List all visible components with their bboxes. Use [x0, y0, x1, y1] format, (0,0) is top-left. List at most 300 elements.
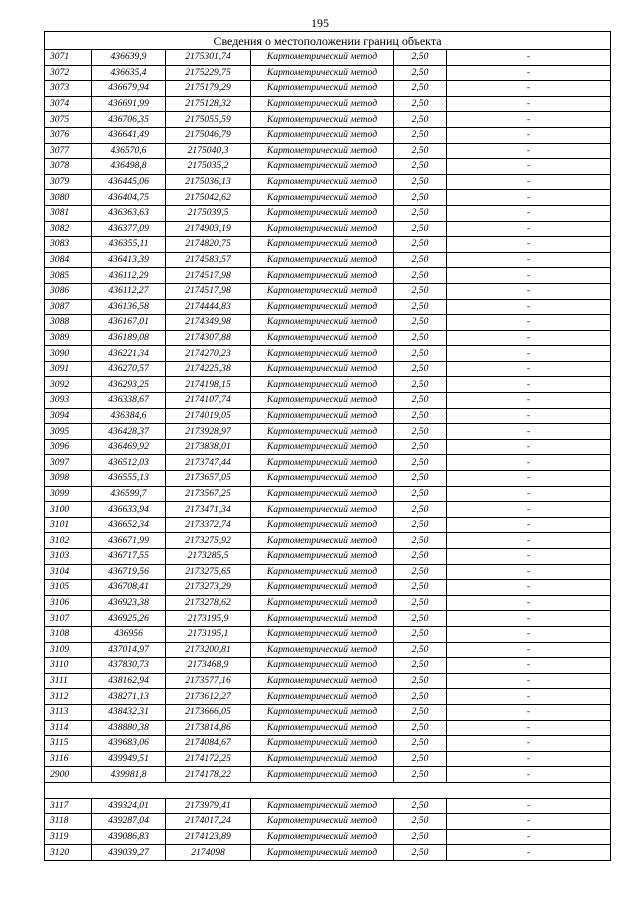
point-number-cell: 3112: [45, 689, 92, 705]
description-cell: -: [447, 65, 611, 81]
accuracy-cell: 2,50: [394, 673, 447, 689]
x-coordinate-cell: 436641,49: [92, 127, 166, 143]
x-coordinate-cell: 436338,67: [92, 393, 166, 409]
accuracy-cell: 2,50: [394, 751, 447, 767]
x-coordinate-cell: 436633,94: [92, 502, 166, 518]
y-coordinate-cell: 2174583,57: [166, 252, 251, 268]
description-cell: -: [447, 502, 611, 518]
accuracy-cell: 2,50: [394, 424, 447, 440]
y-coordinate-cell: 2174517,98: [166, 268, 251, 284]
table-row: [45, 564, 611, 580]
table-row: [45, 642, 611, 658]
description-cell: -: [447, 174, 611, 190]
y-coordinate-cell: 2173657,05: [166, 471, 251, 487]
method-cell: Картометрический метод: [251, 814, 394, 830]
x-coordinate-cell: 436404,75: [92, 190, 166, 206]
point-number-cell: 3085: [45, 268, 92, 284]
y-coordinate-cell: 2173612,27: [166, 689, 251, 705]
table-row: [45, 127, 611, 143]
description-cell: -: [447, 283, 611, 299]
point-number-cell: 3116: [45, 751, 92, 767]
method-cell: Картометрический метод: [251, 658, 394, 674]
description-cell: -: [447, 736, 611, 752]
y-coordinate-cell: 2173567,25: [166, 486, 251, 502]
method-cell: Картометрический метод: [251, 190, 394, 206]
x-coordinate-cell: 436555,13: [92, 471, 166, 487]
y-coordinate-cell: 2174517,98: [166, 283, 251, 299]
accuracy-cell: 2,50: [394, 517, 447, 533]
x-coordinate-cell: 436652,34: [92, 517, 166, 533]
accuracy-cell: 2,50: [394, 65, 447, 81]
y-coordinate-cell: 2174198,15: [166, 377, 251, 393]
point-number-cell: 3083: [45, 237, 92, 253]
point-number-cell: 3100: [45, 502, 92, 518]
accuracy-cell: 2,50: [394, 299, 447, 315]
y-coordinate-cell: 2174098: [166, 845, 251, 861]
y-coordinate-cell: 2173285,5: [166, 549, 251, 565]
description-cell: -: [447, 611, 611, 627]
table-row: [45, 767, 611, 783]
accuracy-cell: 2,50: [394, 50, 447, 66]
table-title-row: [45, 32, 611, 50]
y-coordinate-cell: 2175301,74: [166, 50, 251, 66]
description-cell: -: [447, 393, 611, 409]
table-row: [45, 533, 611, 549]
accuracy-cell: 2,50: [394, 704, 447, 720]
point-number-cell: 3087: [45, 299, 92, 315]
accuracy-cell: 2,50: [394, 315, 447, 331]
table-row: [45, 330, 611, 346]
method-cell: Картометрический метод: [251, 549, 394, 565]
method-cell: Картометрический метод: [251, 252, 394, 268]
accuracy-cell: 2,50: [394, 377, 447, 393]
spacer-cell: [45, 782, 611, 798]
description-cell: -: [447, 205, 611, 221]
y-coordinate-cell: 2173278,62: [166, 595, 251, 611]
x-coordinate-cell: 439683,06: [92, 736, 166, 752]
description-cell: -: [447, 221, 611, 237]
x-coordinate-cell: 436469,92: [92, 439, 166, 455]
method-cell: Картометрический метод: [251, 408, 394, 424]
y-coordinate-cell: 2173747,44: [166, 455, 251, 471]
accuracy-cell: 2,50: [394, 564, 447, 580]
table-row: [45, 268, 611, 284]
description-cell: -: [447, 143, 611, 159]
y-coordinate-cell: 2173273,29: [166, 580, 251, 596]
description-cell: -: [447, 517, 611, 533]
x-coordinate-cell: 439287,04: [92, 814, 166, 830]
x-coordinate-cell: 436221,34: [92, 346, 166, 362]
method-cell: Картометрический метод: [251, 127, 394, 143]
description-cell: -: [447, 268, 611, 284]
accuracy-cell: 2,50: [394, 283, 447, 299]
table-row: [45, 174, 611, 190]
table-row: [45, 471, 611, 487]
description-cell: -: [447, 330, 611, 346]
description-cell: -: [447, 50, 611, 66]
point-number-cell: 3074: [45, 96, 92, 112]
method-cell: Картометрический метод: [251, 377, 394, 393]
x-coordinate-cell: 436363,63: [92, 205, 166, 221]
method-cell: Картометрический метод: [251, 424, 394, 440]
table-row: [45, 377, 611, 393]
x-coordinate-cell: 436498,8: [92, 159, 166, 175]
accuracy-cell: 2,50: [394, 112, 447, 128]
x-coordinate-cell: 436355,11: [92, 237, 166, 253]
table-row: [45, 283, 611, 299]
method-cell: Картометрический метод: [251, 299, 394, 315]
point-number-cell: 3120: [45, 845, 92, 861]
x-coordinate-cell: 436925,26: [92, 611, 166, 627]
y-coordinate-cell: 2174019,05: [166, 408, 251, 424]
point-number-cell: 3107: [45, 611, 92, 627]
description-cell: -: [447, 689, 611, 705]
accuracy-cell: 2,50: [394, 268, 447, 284]
description-cell: -: [447, 471, 611, 487]
table-row: [45, 252, 611, 268]
description-cell: -: [447, 346, 611, 362]
x-coordinate-cell: 437830,73: [92, 658, 166, 674]
point-number-cell: 3119: [45, 829, 92, 845]
x-coordinate-cell: 439039,27: [92, 845, 166, 861]
point-number-cell: 3090: [45, 346, 92, 362]
method-cell: Картометрический метод: [251, 96, 394, 112]
method-cell: Картометрический метод: [251, 159, 394, 175]
method-cell: Картометрический метод: [251, 237, 394, 253]
description-cell: -: [447, 361, 611, 377]
y-coordinate-cell: 2173468,9: [166, 658, 251, 674]
table-row: [45, 626, 611, 642]
x-coordinate-cell: 436599,7: [92, 486, 166, 502]
table-row: [45, 205, 611, 221]
description-cell: -: [447, 486, 611, 502]
y-coordinate-cell: 2174084,67: [166, 736, 251, 752]
x-coordinate-cell: 436136,58: [92, 299, 166, 315]
method-cell: Картометрический метод: [251, 471, 394, 487]
point-number-cell: 3104: [45, 564, 92, 580]
table-row: [45, 798, 611, 814]
description-cell: -: [447, 798, 611, 814]
point-number-cell: 3088: [45, 315, 92, 331]
method-cell: Картометрический метод: [251, 315, 394, 331]
description-cell: -: [447, 829, 611, 845]
x-coordinate-cell: 436428,37: [92, 424, 166, 440]
point-number-cell: 3099: [45, 486, 92, 502]
method-cell: Картометрический метод: [251, 580, 394, 596]
y-coordinate-cell: 2174107,74: [166, 393, 251, 409]
y-coordinate-cell: 2174903,19: [166, 221, 251, 237]
description-cell: -: [447, 626, 611, 642]
description-cell: -: [447, 564, 611, 580]
method-cell: Картометрический метод: [251, 845, 394, 861]
point-number-cell: 3102: [45, 533, 92, 549]
table-row: [45, 81, 611, 97]
accuracy-cell: 2,50: [394, 96, 447, 112]
x-coordinate-cell: 436956: [92, 626, 166, 642]
accuracy-cell: 2,50: [394, 611, 447, 627]
point-number-cell: 3082: [45, 221, 92, 237]
table-row: [45, 439, 611, 455]
y-coordinate-cell: 2173372,74: [166, 517, 251, 533]
table-row: [45, 361, 611, 377]
point-number-cell: 3077: [45, 143, 92, 159]
method-cell: Картометрический метод: [251, 595, 394, 611]
method-cell: Картометрический метод: [251, 268, 394, 284]
x-coordinate-cell: 436112,29: [92, 268, 166, 284]
description-cell: -: [447, 673, 611, 689]
point-number-cell: 3095: [45, 424, 92, 440]
method-cell: Картометрический метод: [251, 502, 394, 518]
y-coordinate-cell: 2175055,59: [166, 112, 251, 128]
x-coordinate-cell: 436512,03: [92, 455, 166, 471]
x-coordinate-cell: 436679,94: [92, 81, 166, 97]
accuracy-cell: 2,50: [394, 252, 447, 268]
method-cell: Картометрический метод: [251, 704, 394, 720]
point-number-cell: 3081: [45, 205, 92, 221]
method-cell: Картометрический метод: [251, 736, 394, 752]
method-cell: Картометрический метод: [251, 626, 394, 642]
method-cell: Картометрический метод: [251, 486, 394, 502]
point-number-cell: 2900: [45, 767, 92, 783]
table-row: [45, 237, 611, 253]
y-coordinate-cell: 2173979,41: [166, 798, 251, 814]
point-number-cell: 3078: [45, 159, 92, 175]
x-coordinate-cell: 438271,13: [92, 689, 166, 705]
table-row: [45, 580, 611, 596]
description-cell: -: [447, 658, 611, 674]
x-coordinate-cell: 438880,38: [92, 720, 166, 736]
method-cell: Картометрический метод: [251, 751, 394, 767]
y-coordinate-cell: 2175036,13: [166, 174, 251, 190]
accuracy-cell: 2,50: [394, 237, 447, 253]
accuracy-cell: 2,50: [394, 642, 447, 658]
accuracy-cell: 2,50: [394, 767, 447, 783]
point-number-cell: 3111: [45, 673, 92, 689]
y-coordinate-cell: 2175046,79: [166, 127, 251, 143]
description-cell: -: [447, 96, 611, 112]
accuracy-cell: 2,50: [394, 190, 447, 206]
point-number-cell: 3094: [45, 408, 92, 424]
method-cell: Картометрический метод: [251, 393, 394, 409]
point-number-cell: 3092: [45, 377, 92, 393]
description-cell: -: [447, 424, 611, 440]
accuracy-cell: 2,50: [394, 408, 447, 424]
x-coordinate-cell: 438162,94: [92, 673, 166, 689]
method-cell: Картометрический метод: [251, 143, 394, 159]
point-number-cell: 3071: [45, 50, 92, 66]
description-cell: -: [447, 377, 611, 393]
table-row: [45, 408, 611, 424]
x-coordinate-cell: 439949,51: [92, 751, 166, 767]
description-cell: -: [447, 159, 611, 175]
table-row: [45, 159, 611, 175]
table-row: [45, 143, 611, 159]
method-cell: Картометрический метод: [251, 361, 394, 377]
method-cell: Картометрический метод: [251, 798, 394, 814]
accuracy-cell: 2,50: [394, 845, 447, 861]
table-row: [45, 502, 611, 518]
y-coordinate-cell: 2174017,24: [166, 814, 251, 830]
y-coordinate-cell: 2173666,05: [166, 704, 251, 720]
point-number-cell: 3105: [45, 580, 92, 596]
accuracy-cell: 2,50: [394, 174, 447, 190]
accuracy-cell: 2,50: [394, 626, 447, 642]
point-number-cell: 3080: [45, 190, 92, 206]
description-cell: -: [447, 112, 611, 128]
description-cell: -: [447, 642, 611, 658]
x-coordinate-cell: 436691,99: [92, 96, 166, 112]
table-row: [45, 595, 611, 611]
y-coordinate-cell: 2174178,22: [166, 767, 251, 783]
table-row: [45, 50, 611, 66]
accuracy-cell: 2,50: [394, 533, 447, 549]
table-row: [45, 517, 611, 533]
table-row: [45, 65, 611, 81]
accuracy-cell: 2,50: [394, 81, 447, 97]
table-row: [45, 751, 611, 767]
method-cell: Картометрический метод: [251, 174, 394, 190]
accuracy-cell: 2,50: [394, 127, 447, 143]
description-cell: -: [447, 704, 611, 720]
y-coordinate-cell: 2174270,23: [166, 346, 251, 362]
description-cell: -: [447, 595, 611, 611]
point-number-cell: 3079: [45, 174, 92, 190]
y-coordinate-cell: 2175040,3: [166, 143, 251, 159]
description-cell: -: [447, 455, 611, 471]
accuracy-cell: 2,50: [394, 736, 447, 752]
accuracy-cell: 2,50: [394, 814, 447, 830]
accuracy-cell: 2,50: [394, 798, 447, 814]
table-row: [45, 829, 611, 845]
y-coordinate-cell: 2173928,97: [166, 424, 251, 440]
point-number-cell: 3113: [45, 704, 92, 720]
method-cell: Картометрический метод: [251, 720, 394, 736]
point-number-cell: 3098: [45, 471, 92, 487]
table-row: [45, 299, 611, 315]
table-row: [45, 393, 611, 409]
point-number-cell: 3096: [45, 439, 92, 455]
accuracy-cell: 2,50: [394, 221, 447, 237]
point-number-cell: 3109: [45, 642, 92, 658]
method-cell: Картометрический метод: [251, 767, 394, 783]
method-cell: Картометрический метод: [251, 112, 394, 128]
table-row: [45, 315, 611, 331]
description-cell: -: [447, 299, 611, 315]
y-coordinate-cell: 2173195,9: [166, 611, 251, 627]
y-coordinate-cell: 2175042,62: [166, 190, 251, 206]
description-cell: -: [447, 439, 611, 455]
accuracy-cell: 2,50: [394, 658, 447, 674]
description-cell: -: [447, 237, 611, 253]
accuracy-cell: 2,50: [394, 502, 447, 518]
y-coordinate-cell: 2175128,32: [166, 96, 251, 112]
y-coordinate-cell: 2174225,38: [166, 361, 251, 377]
method-cell: Картометрический метод: [251, 439, 394, 455]
accuracy-cell: 2,50: [394, 829, 447, 845]
method-cell: Картометрический метод: [251, 221, 394, 237]
point-number-cell: 3110: [45, 658, 92, 674]
y-coordinate-cell: 2173195,1: [166, 626, 251, 642]
description-cell: -: [447, 127, 611, 143]
y-coordinate-cell: 2174444,83: [166, 299, 251, 315]
method-cell: Картометрический метод: [251, 642, 394, 658]
table-row: [45, 549, 611, 565]
x-coordinate-cell: 439086,83: [92, 829, 166, 845]
x-coordinate-cell: 436293,25: [92, 377, 166, 393]
x-coordinate-cell: 436270,57: [92, 361, 166, 377]
point-number-cell: 3114: [45, 720, 92, 736]
y-coordinate-cell: 2174307,88: [166, 330, 251, 346]
accuracy-cell: 2,50: [394, 595, 447, 611]
accuracy-cell: 2,50: [394, 393, 447, 409]
table-row: [45, 689, 611, 705]
method-cell: Картометрический метод: [251, 65, 394, 81]
y-coordinate-cell: 2175229,75: [166, 65, 251, 81]
point-number-cell: 3086: [45, 283, 92, 299]
x-coordinate-cell: 438432,31: [92, 704, 166, 720]
method-cell: Картометрический метод: [251, 346, 394, 362]
accuracy-cell: 2,50: [394, 580, 447, 596]
accuracy-cell: 2,50: [394, 486, 447, 502]
method-cell: Картометрический метод: [251, 533, 394, 549]
y-coordinate-cell: 2175179,29: [166, 81, 251, 97]
accuracy-cell: 2,50: [394, 346, 447, 362]
table-row: [45, 736, 611, 752]
description-cell: -: [447, 81, 611, 97]
x-coordinate-cell: 436445,06: [92, 174, 166, 190]
x-coordinate-cell: 436706,35: [92, 112, 166, 128]
point-number-cell: 3097: [45, 455, 92, 471]
x-coordinate-cell: 436413,39: [92, 252, 166, 268]
point-number-cell: 3072: [45, 65, 92, 81]
y-coordinate-cell: 2173471,34: [166, 502, 251, 518]
x-coordinate-cell: 437014,97: [92, 642, 166, 658]
description-cell: -: [447, 845, 611, 861]
table-row: [45, 658, 611, 674]
description-cell: -: [447, 408, 611, 424]
point-number-cell: 3091: [45, 361, 92, 377]
point-number-cell: 3093: [45, 393, 92, 409]
point-number-cell: 3115: [45, 736, 92, 752]
point-number-cell: 3103: [45, 549, 92, 565]
accuracy-cell: 2,50: [394, 439, 447, 455]
point-number-cell: 3117: [45, 798, 92, 814]
x-coordinate-cell: 436570,6: [92, 143, 166, 159]
table-title: Сведения о местоположении границ объекта: [45, 32, 611, 50]
accuracy-cell: 2,50: [394, 143, 447, 159]
method-cell: Картометрический метод: [251, 611, 394, 627]
method-cell: Картометрический метод: [251, 564, 394, 580]
x-coordinate-cell: 436635,4: [92, 65, 166, 81]
description-cell: -: [447, 533, 611, 549]
x-coordinate-cell: 439981,8: [92, 767, 166, 783]
y-coordinate-cell: 2174349,98: [166, 315, 251, 331]
method-cell: Картометрический метод: [251, 673, 394, 689]
table-row: [45, 814, 611, 830]
description-cell: -: [447, 252, 611, 268]
x-coordinate-cell: 439324,01: [92, 798, 166, 814]
accuracy-cell: 2,50: [394, 689, 447, 705]
x-coordinate-cell: 436189,08: [92, 330, 166, 346]
y-coordinate-cell: 2173275,92: [166, 533, 251, 549]
table-row: [45, 346, 611, 362]
accuracy-cell: 2,50: [394, 455, 447, 471]
y-coordinate-cell: 2174172,25: [166, 751, 251, 767]
y-coordinate-cell: 2174123,89: [166, 829, 251, 845]
table-row: [45, 486, 611, 502]
y-coordinate-cell: 2173200,81: [166, 642, 251, 658]
method-cell: Картометрический метод: [251, 205, 394, 221]
